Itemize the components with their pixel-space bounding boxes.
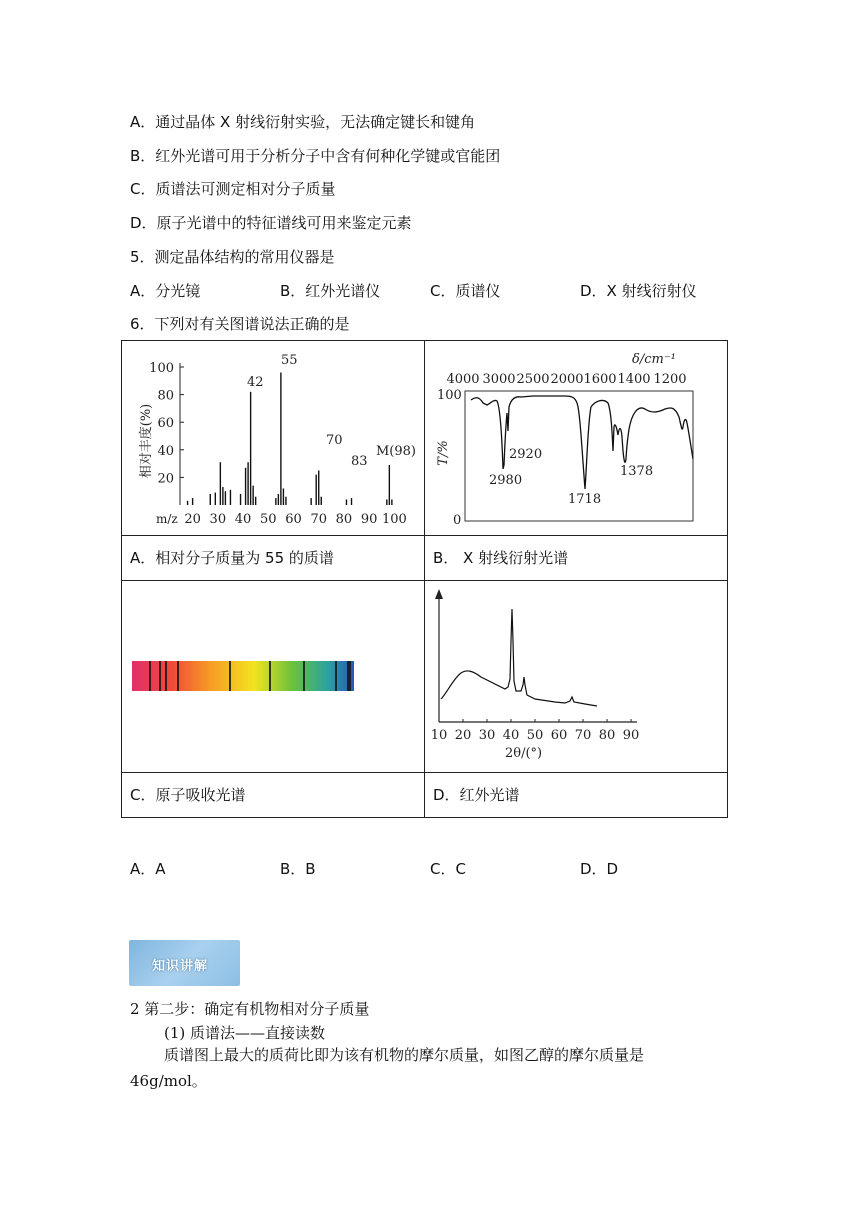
ir-ytick-0: 0 [453, 513, 462, 528]
ms-xtick-label: 70 [310, 512, 327, 527]
q5-option-c: C．质谱仪 [430, 282, 501, 300]
banner-label: 知识讲解 [152, 959, 209, 974]
paragraph-line-2: 46g/mol。 [130, 1072, 207, 1090]
caption-d-cell [425, 773, 728, 818]
xrd-xtick-label: 40 [502, 728, 520, 743]
ir-xtick-label: 1200 [653, 372, 687, 387]
q4-option-d: D．原子光谱中的特征谱线可用来鉴定元素 [130, 214, 412, 232]
q5-option-b: B．红外光谱仪 [280, 282, 381, 300]
q4-option-b: B．红外光谱可用于分析分子中含有何种化学键或官能团 [130, 147, 501, 165]
ir-annot-2920: 2920 [509, 447, 543, 462]
caption-d: D．红外光谱 [433, 786, 520, 804]
mass-spectrum-chart [122, 341, 424, 535]
section-heading: 2 第二步：确定有机物相对分子质量 [130, 1000, 370, 1018]
q6-stem: 6．下列对有关图谱说法正确的是 [130, 315, 350, 333]
paragraph-line-1: 质谱图上最大的质荷比即为该有机物的摩尔质量，如图乙醇的摩尔质量是 [164, 1046, 645, 1064]
q6-option-b: B．B [280, 860, 316, 878]
ir-xtick-label: 1600 [583, 372, 617, 387]
ir-spectrum-chart [425, 341, 705, 535]
q5-option-a: A．分光镜 [130, 282, 201, 300]
ir-xtick-label: 3000 [482, 372, 516, 387]
q5-stem: 5．测定晶体结构的常用仪器是 [130, 248, 335, 266]
ms-annot-m98: M(98) [376, 444, 416, 459]
q6-option-c: C．C [430, 860, 466, 878]
xrd-xtick-label: 10 [430, 728, 448, 743]
q6-options [130, 859, 730, 879]
xrd-xtick-label: 50 [526, 728, 544, 743]
ms-xtick-label: 30 [209, 512, 227, 527]
ms-xlabel: m/z [156, 512, 178, 526]
mass-spectrum-figure [122, 341, 424, 535]
ir-annot-1718: 1718 [568, 492, 602, 507]
xrd-y-arrow [435, 589, 443, 599]
ms-ytick-label: 100 [149, 361, 174, 376]
section-paragraph [130, 1042, 740, 1094]
ir-ytick-100: 100 [437, 388, 462, 403]
cell-mass-spectrum [122, 341, 425, 536]
ir-spectrum-figure [425, 341, 727, 535]
ms-annot-42: 42 [247, 375, 264, 390]
caption-c-cell [122, 773, 425, 818]
xrd-xtick-label: 90 [622, 728, 640, 743]
ms-ytick-label: 60 [157, 416, 174, 432]
xrd-xtick-label: 80 [598, 728, 616, 743]
ms-xtick-label: 90 [360, 512, 378, 527]
section-subheading: (1) 质谱法——直接读数 [164, 1024, 326, 1042]
ms-peaks [188, 373, 392, 505]
xrd-xtick-label: 60 [550, 728, 568, 743]
ir-annot-2980: 2980 [489, 473, 523, 488]
xrd-xtick-label: 20 [454, 728, 472, 743]
ms-xtick-label: 80 [335, 512, 353, 527]
caption-b-cell [425, 536, 728, 581]
ms-ytick-label: 20 [157, 471, 174, 487]
xrd-pattern-curve [441, 609, 597, 706]
ir-ylabel: T/% [436, 440, 451, 466]
caption-a: A．相对分子质量为 55 的质谱 [130, 549, 334, 567]
q5-option-d: D．X 射线衍射仪 [580, 282, 697, 300]
knowledge-banner [129, 940, 240, 986]
q6-option-a: A．A [130, 860, 166, 878]
q4-option-a: A．通过晶体 X 射线衍射实验，无法确定键长和键角 [130, 113, 476, 131]
ir-annot-1378: 1378 [620, 464, 654, 479]
xrd-xtick-label: 70 [574, 728, 592, 743]
caption-c: C．原子吸收光谱 [130, 786, 246, 804]
caption-a-cell [122, 536, 425, 581]
ir-ticks [446, 372, 686, 387]
ms-xtick-label: 20 [184, 512, 201, 527]
xrd-xlabel: 2θ/(°) [505, 746, 543, 761]
ir-xlabel: δ/cm⁻¹ [632, 352, 676, 367]
ms-xtick-label: 100 [381, 512, 407, 527]
ms-xtick-label: 40 [234, 512, 252, 527]
ms-annot-83: 83 [351, 454, 368, 469]
ms-ytick-label: 40 [157, 443, 174, 459]
ir-xtick-label: 2000 [550, 372, 584, 387]
ms-xtick-label: 50 [260, 512, 277, 527]
ms-annot-55: 55 [281, 353, 298, 368]
q4-option-c: C．质谱法可测定相对分子质量 [130, 180, 336, 198]
cell-absorption-spectrum [122, 581, 425, 773]
xrd-axes [431, 589, 640, 743]
xrd-xtick-label: 30 [478, 728, 496, 743]
xrd-chart [425, 581, 705, 772]
absorption-spectrum-figure [122, 581, 424, 772]
ir-xtick-label: 4000 [446, 372, 480, 387]
caption-b: B． X 射线衍射光谱 [433, 549, 569, 567]
absorption-spectrum-strip [122, 581, 424, 772]
q6-option-d: D．D [580, 860, 619, 878]
ms-ylabel: 相对丰度(%) [139, 403, 154, 479]
xrd-figure [425, 581, 727, 772]
ms-ytick-label: 80 [157, 388, 174, 404]
cell-xrd-pattern [425, 581, 728, 773]
cell-ir-spectrum [425, 341, 728, 536]
q5-options [130, 281, 730, 301]
ir-xtick-label: 2500 [516, 372, 550, 387]
ir-xtick-label: 1400 [617, 372, 651, 387]
ms-annot-70: 70 [326, 433, 343, 448]
ms-xtick-label: 60 [285, 512, 302, 527]
spectra-table [121, 340, 728, 818]
